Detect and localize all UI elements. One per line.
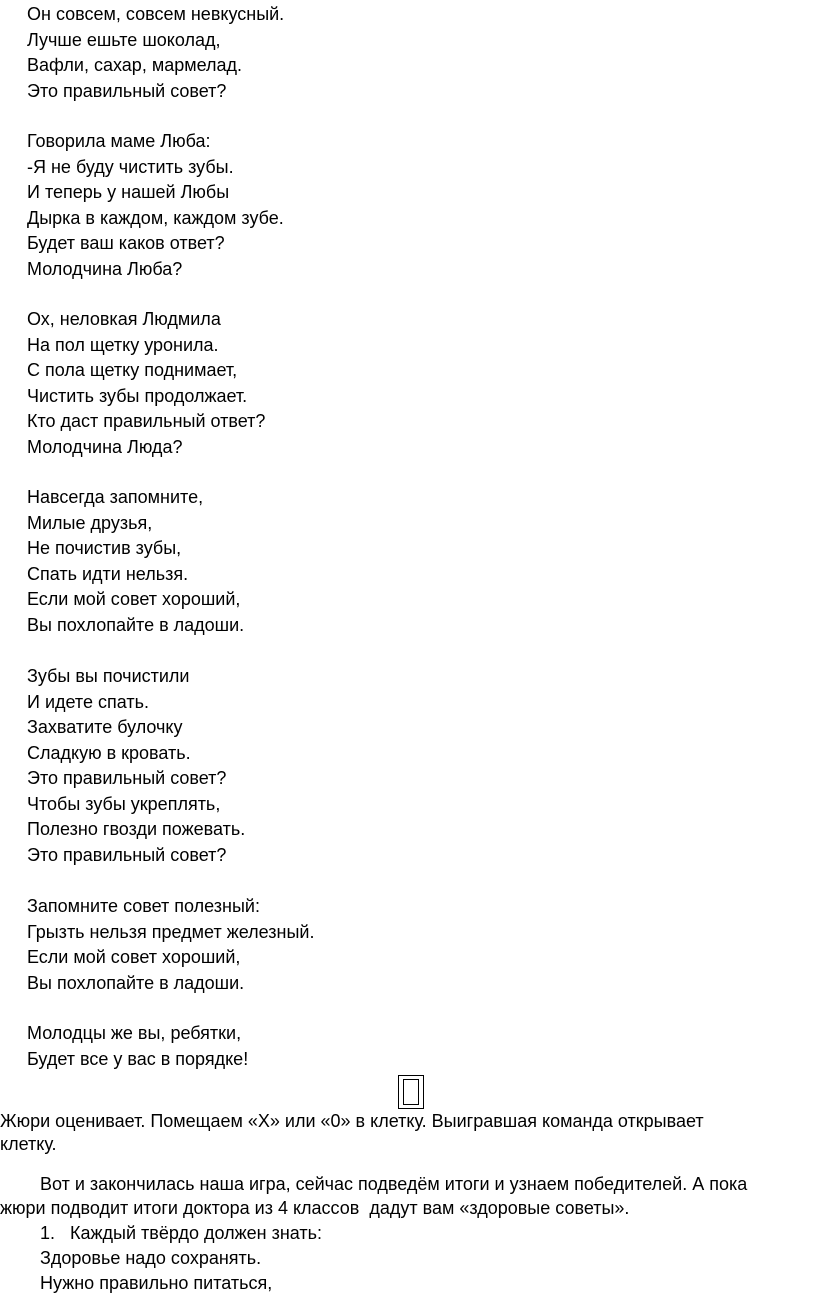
- poem-line: Грызть нельзя предмет железный.: [27, 921, 315, 942]
- paragraph-line: Жюри оценивает. Помещаем «Х» или «0» в клетку. Выигравшая команда открывает: [0, 1111, 704, 1131]
- poem-line: Он совсем, совсем невкусный.: [27, 4, 285, 24]
- poem-line: Это правильный совет?: [27, 80, 227, 101]
- poem-line: Сладкую в кровать.: [27, 742, 191, 763]
- poem-line: Молодчина Люба?: [27, 258, 183, 279]
- poem-line: Если мой совет хороший,: [27, 947, 241, 967]
- poem-stanza-1: [27, 2, 284, 104]
- poem-line: Вы похлопайте в ладоши.: [27, 972, 245, 993]
- poem-line: Вафли, сахар, мармелад.: [27, 55, 243, 75]
- box-glyph-icon: [398, 1075, 424, 1109]
- poem-line: -Я не буду чистить зубы.: [27, 156, 234, 177]
- poem-line: Зубы вы почистили: [27, 666, 190, 686]
- poem-line: Молодцы же вы, ребятки,: [27, 1023, 242, 1043]
- poem-line: Захватите булочку: [27, 717, 183, 737]
- poem-line: Кто даст правильный ответ?: [27, 411, 266, 431]
- poem-line: С пола щетку поднимает,: [27, 360, 238, 380]
- poem-line: Это правильный совет?: [27, 844, 227, 865]
- advice-list: [40, 1221, 322, 1296]
- poem-line: Будет ваш каков ответ?: [27, 233, 225, 253]
- poem-line: На пол щетку уронила.: [27, 334, 219, 355]
- paragraph-line: жюри подводит итоги доктора из 4 классов дадут вам «здоровые советы».: [0, 1198, 630, 1218]
- poem-line: Ох, неловкая Людмила: [27, 309, 221, 329]
- poem-line: Запомните совет полезный:: [27, 896, 260, 916]
- poem-line: Чистить зубы продолжает.: [27, 385, 248, 406]
- final-paragraph: [0, 1172, 816, 1220]
- poem-line: Навсегда запомните,: [27, 487, 204, 507]
- poem-stanza-6: [27, 894, 314, 996]
- paragraph-line: клетку.: [0, 1134, 57, 1154]
- poem-line: Милые друзья,: [27, 512, 153, 533]
- poem-line: Вы похлопайте в ладоши.: [27, 614, 245, 635]
- poem-line: Дырка в каждом, каждом зубе.: [27, 207, 284, 228]
- poem-line: Если мой совет хороший,: [27, 589, 241, 609]
- poem-line: Это правильный совет?: [27, 768, 227, 788]
- poem-line: Говорила маме Люба:: [27, 131, 211, 151]
- poem-line: Лучше ешьте шоколад,: [27, 29, 221, 50]
- poem-line: Спать идти нельзя.: [27, 563, 189, 584]
- paragraph-line: Вот и закончилась наша игра, сейчас подведём итоги и узнаем победителей. А пока: [0, 1174, 748, 1194]
- poem-line: Не почистив зубы,: [27, 538, 182, 558]
- poem-stanza-5: [27, 664, 245, 868]
- list-item: 1. Каждый твёрдо должен знать:: [40, 1223, 323, 1243]
- poem-stanza-2: [27, 129, 284, 282]
- poem-line: Полезно гвозди пожевать.: [27, 819, 246, 839]
- jury-paragraph: [0, 1110, 816, 1156]
- poem-stanza-7: [27, 1021, 248, 1072]
- poem-stanza-3: [27, 307, 265, 460]
- poem-line: И теперь у нашей Любы: [27, 182, 230, 202]
- poem-line: Будет все у вас в порядке!: [27, 1048, 249, 1069]
- poem-line: Молодчина Люда?: [27, 436, 183, 457]
- poem-stanza-4: [27, 485, 244, 638]
- poem-line: Чтобы зубы укреплять,: [27, 793, 221, 814]
- list-item-line: Здоровье надо сохранять.: [40, 1248, 262, 1268]
- list-item-line: Нужно правильно питаться,: [40, 1273, 273, 1293]
- poem-line: И идете спать.: [27, 691, 149, 712]
